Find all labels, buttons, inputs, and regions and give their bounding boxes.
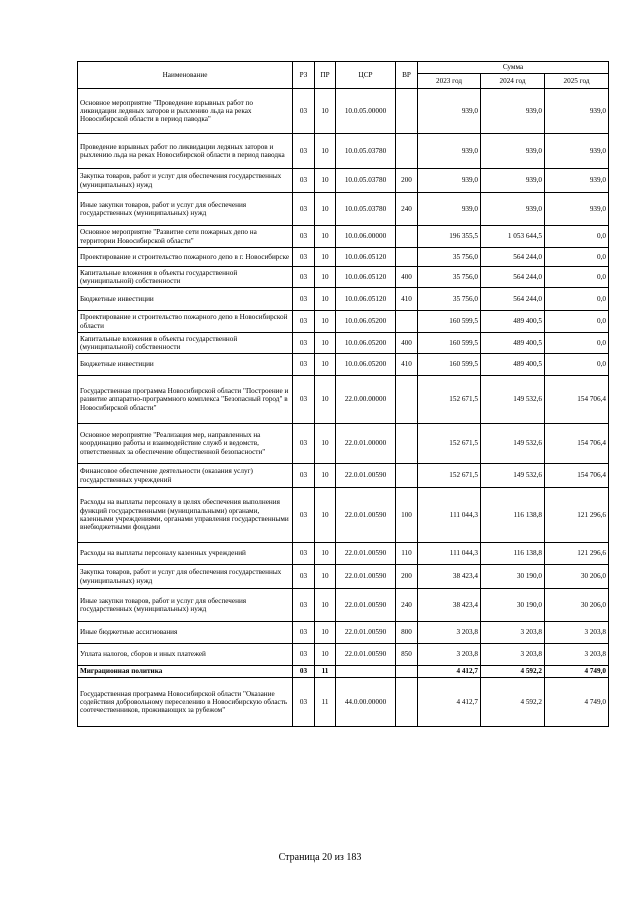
- row-2023: 38 423,4: [418, 565, 481, 589]
- row-2024: 3 203,8: [481, 644, 545, 666]
- table-row: [78, 464, 609, 488]
- row-pr: 10: [315, 193, 336, 226]
- row-vr: 410: [396, 354, 418, 376]
- row-csr: [336, 666, 396, 678]
- row-vr: 240: [396, 589, 418, 622]
- table-row: [78, 288, 609, 311]
- row-rz: 03: [293, 678, 315, 727]
- row-2025: 3 203,8: [545, 644, 609, 666]
- row-2023: 35 756,0: [418, 248, 481, 267]
- table-row: [78, 134, 609, 169]
- row-csr: 22.0.01.00590: [336, 644, 396, 666]
- row-2025: 0,0: [545, 311, 609, 333]
- row-name: Закупка товаров, работ и услуг для обеспечения государственных (муниципальных) нужд: [78, 169, 293, 193]
- row-vr: [396, 376, 418, 424]
- row-csr: 22.0.01.00590: [336, 589, 396, 622]
- row-pr: 10: [315, 644, 336, 666]
- row-rz: 03: [293, 424, 315, 464]
- row-vr: 850: [396, 644, 418, 666]
- row-rz: 03: [293, 267, 315, 288]
- row-rz: 03: [293, 488, 315, 543]
- row-2024: 116 138,8: [481, 488, 545, 543]
- row-2024: 4 592,2: [481, 666, 545, 678]
- table-row: [78, 543, 609, 565]
- row-2024: 564 244,0: [481, 288, 545, 311]
- header-csr: ЦСР: [336, 62, 396, 89]
- row-vr: [396, 311, 418, 333]
- page-number: Страница 20 из 183: [278, 852, 362, 863]
- row-2025: 30 206,0: [545, 565, 609, 589]
- row-2025: 121 296,6: [545, 488, 609, 543]
- row-2023: 4 412,7: [418, 666, 481, 678]
- row-name: Бюджетные инвестиции: [78, 288, 293, 311]
- row-name: Иные закупки товаров, работ и услуг для обеспечения государственных (муниципальных) нужд: [78, 193, 293, 226]
- row-name: Иные бюджетные ассигнования: [78, 622, 293, 644]
- row-rz: 03: [293, 89, 315, 134]
- row-2025: 939,0: [545, 134, 609, 169]
- row-2023: 152 671,5: [418, 376, 481, 424]
- row-pr: 10: [315, 424, 336, 464]
- row-2024: 489 400,5: [481, 311, 545, 333]
- row-2023: 152 671,5: [418, 464, 481, 488]
- row-pr: 10: [315, 267, 336, 288]
- header-name: Наименование: [78, 62, 293, 89]
- row-2025: 30 206,0: [545, 589, 609, 622]
- table-row: [78, 226, 609, 248]
- row-rz: 03: [293, 622, 315, 644]
- row-rz: 03: [293, 288, 315, 311]
- row-pr: 10: [315, 622, 336, 644]
- row-pr: 10: [315, 565, 336, 589]
- row-2024: 149 532,6: [481, 464, 545, 488]
- row-2023: 38 423,4: [418, 589, 481, 622]
- row-pr: 11: [315, 666, 336, 678]
- row-rz: 03: [293, 311, 315, 333]
- row-pr: 10: [315, 543, 336, 565]
- row-2024: 3 203,8: [481, 622, 545, 644]
- row-name: Проведение взрывных работ по ликвидации ледяных заторов и рыхлению льда на реках Новосибирской области в период паводка: [78, 134, 293, 169]
- row-csr: 10.0.06.05120: [336, 248, 396, 267]
- row-pr: 10: [315, 226, 336, 248]
- row-rz: 03: [293, 226, 315, 248]
- row-vr: [396, 134, 418, 169]
- row-vr: 240: [396, 193, 418, 226]
- header-year-2024: 2024 год: [481, 74, 545, 89]
- row-name: Проектирование и строительство пожарного депо в Новосибирской области: [78, 311, 293, 333]
- row-name: Финансовое обеспечение деятельности (оказания услуг) государственных учреждений: [78, 464, 293, 488]
- row-name: Закупка товаров, работ и услуг для обеспечения государственных (муниципальных) нужд: [78, 565, 293, 589]
- row-2024: 939,0: [481, 134, 545, 169]
- row-vr: [396, 89, 418, 134]
- row-pr: 10: [315, 169, 336, 193]
- row-2023: 160 599,5: [418, 333, 481, 354]
- row-2023: 35 756,0: [418, 288, 481, 311]
- row-csr: 44.0.00.00000: [336, 678, 396, 727]
- header-vr: ВР: [396, 62, 418, 89]
- table-row: [78, 424, 609, 464]
- row-2023: 4 412,7: [418, 678, 481, 727]
- row-vr: [396, 424, 418, 464]
- budget-table: [77, 61, 609, 727]
- row-vr: 400: [396, 267, 418, 288]
- row-2024: 1 053 644,5: [481, 226, 545, 248]
- row-2025: 0,0: [545, 288, 609, 311]
- row-rz: 03: [293, 666, 315, 678]
- row-pr: 10: [315, 333, 336, 354]
- table-row: [78, 622, 609, 644]
- row-2025: 0,0: [545, 267, 609, 288]
- row-2023: 111 044,3: [418, 543, 481, 565]
- row-2025: 939,0: [545, 89, 609, 134]
- table-row: [78, 488, 609, 543]
- table-row: [78, 193, 609, 226]
- row-pr: 10: [315, 376, 336, 424]
- row-2023: 939,0: [418, 193, 481, 226]
- row-2024: 489 400,5: [481, 354, 545, 376]
- row-name: Основное мероприятие "Проведение взрывных работ по ликвидации ледяных заторов и рыхлению льда на реках Новосибирской области в период паводка": [78, 89, 293, 134]
- row-vr: [396, 464, 418, 488]
- table-row: [78, 267, 609, 288]
- row-2024: 939,0: [481, 89, 545, 134]
- row-2024: 30 190,0: [481, 589, 545, 622]
- row-vr: 400: [396, 333, 418, 354]
- row-name: Расходы на выплаты персоналу в целях обеспечения выполнения функций государственными (муниципальными) органами, казенными учреждениями, органами управления государственными внебюджетными фондами: [78, 488, 293, 543]
- row-2025: 4 749,0: [545, 666, 609, 678]
- row-csr: 10.0.05.03780: [336, 134, 396, 169]
- table-row: [78, 89, 609, 134]
- header-pr: ПР: [315, 62, 336, 89]
- row-vr: 200: [396, 565, 418, 589]
- row-2023: 160 599,5: [418, 354, 481, 376]
- row-pr: 10: [315, 488, 336, 543]
- row-rz: 03: [293, 169, 315, 193]
- table-row: [78, 169, 609, 193]
- row-2023: 939,0: [418, 169, 481, 193]
- table-row: [78, 565, 609, 589]
- header-year-2023: 2023 год: [418, 74, 481, 89]
- row-pr: 10: [315, 464, 336, 488]
- row-vr: [396, 248, 418, 267]
- row-csr: 10.0.06.05200: [336, 333, 396, 354]
- row-name: Капитальные вложения в объекты государственной (муниципальной) собственности: [78, 267, 293, 288]
- row-pr: 11: [315, 678, 336, 727]
- row-2023: 939,0: [418, 89, 481, 134]
- row-name: Государственная программа Новосибирской области "Построение и развитие аппаратно-программного комплекса "Безопасный город" в Новосибирской области": [78, 376, 293, 424]
- row-csr: 10.0.06.05120: [336, 267, 396, 288]
- table-body: [78, 89, 609, 727]
- row-rz: 03: [293, 354, 315, 376]
- row-2023: 35 756,0: [418, 267, 481, 288]
- row-rz: 03: [293, 589, 315, 622]
- row-pr: 10: [315, 354, 336, 376]
- row-2023: 160 599,5: [418, 311, 481, 333]
- row-2024: 149 532,6: [481, 376, 545, 424]
- row-2024: 564 244,0: [481, 267, 545, 288]
- row-pr: 10: [315, 589, 336, 622]
- table-row: [78, 376, 609, 424]
- row-vr: 200: [396, 169, 418, 193]
- row-name: Основное мероприятие "Реализация мер, направленных на координацию работы и взаимодействие служб и ведомств, ответственных за обеспечение общественной безопасности": [78, 424, 293, 464]
- row-csr: 22.0.00.00000: [336, 376, 396, 424]
- row-2024: 4 592,2: [481, 678, 545, 727]
- row-2025: 3 203,8: [545, 622, 609, 644]
- row-2023: 3 203,8: [418, 644, 481, 666]
- table-row: [78, 589, 609, 622]
- header-sum: Сумма: [418, 62, 609, 74]
- row-rz: 03: [293, 248, 315, 267]
- row-name: Иные закупки товаров, работ и услуг для обеспечения государственных (муниципальных) нужд: [78, 589, 293, 622]
- table-row: [78, 248, 609, 267]
- row-2024: 489 400,5: [481, 333, 545, 354]
- table-row: [78, 644, 609, 666]
- row-2025: 154 706,4: [545, 464, 609, 488]
- row-name: Уплата налогов, сборов и иных платежей: [78, 644, 293, 666]
- row-2025: 0,0: [545, 226, 609, 248]
- row-csr: 10.0.06.05200: [336, 354, 396, 376]
- row-2024: 116 138,8: [481, 543, 545, 565]
- row-2024: 30 190,0: [481, 565, 545, 589]
- row-csr: 22.0.01.00590: [336, 543, 396, 565]
- row-pr: 10: [315, 89, 336, 134]
- row-vr: 800: [396, 622, 418, 644]
- row-2025: 0,0: [545, 333, 609, 354]
- row-name: Расходы на выплаты персоналу казенных учреждений: [78, 543, 293, 565]
- row-vr: 410: [396, 288, 418, 311]
- row-rz: 03: [293, 376, 315, 424]
- row-csr: 10.0.05.03780: [336, 169, 396, 193]
- row-rz: 03: [293, 134, 315, 169]
- row-name: Капитальные вложения в объекты государственной (муниципальной) собственности: [78, 333, 293, 354]
- row-csr: 10.0.05.03780: [336, 193, 396, 226]
- row-csr: 22.0.01.00000: [336, 424, 396, 464]
- header-year-2025: 2025 год: [545, 74, 609, 89]
- row-rz: 03: [293, 333, 315, 354]
- row-rz: 03: [293, 644, 315, 666]
- row-2023: 111 044,3: [418, 488, 481, 543]
- row-2023: 196 355,5: [418, 226, 481, 248]
- row-csr: 10.0.06.05200: [336, 311, 396, 333]
- row-csr: 10.0.06.00000: [336, 226, 396, 248]
- table-row: [78, 678, 609, 727]
- row-2025: 0,0: [545, 248, 609, 267]
- row-2025: 154 706,4: [545, 424, 609, 464]
- row-rz: 03: [293, 543, 315, 565]
- row-pr: 10: [315, 248, 336, 267]
- header-rz: РЗ: [293, 62, 315, 89]
- row-2025: 939,0: [545, 193, 609, 226]
- row-name: Проектирование и строительство пожарного депо в г. Новосибирске: [78, 248, 293, 267]
- row-csr: 10.0.06.05120: [336, 288, 396, 311]
- row-2025: 0,0: [545, 354, 609, 376]
- row-2025: 4 749,0: [545, 678, 609, 727]
- row-csr: 22.0.01.00590: [336, 622, 396, 644]
- row-2025: 939,0: [545, 169, 609, 193]
- row-pr: 10: [315, 134, 336, 169]
- row-csr: 10.0.05.00000: [336, 89, 396, 134]
- row-name: Государственная программа Новосибирской области "Оказание содействия добровольному переселению в Новосибирскую область соотечественников, проживающих за рубежом": [78, 678, 293, 727]
- row-2024: 939,0: [481, 169, 545, 193]
- row-name: Миграционная политика: [78, 666, 293, 678]
- row-csr: 22.0.01.00590: [336, 464, 396, 488]
- row-2024: 939,0: [481, 193, 545, 226]
- row-vr: 100: [396, 488, 418, 543]
- row-2024: 149 532,6: [481, 424, 545, 464]
- row-2025: 154 706,4: [545, 376, 609, 424]
- row-2025: 121 296,6: [545, 543, 609, 565]
- row-vr: 110: [396, 543, 418, 565]
- table-row: [78, 311, 609, 333]
- row-name: Основное мероприятие "Развитие сети пожарных депо на территории Новосибирской области": [78, 226, 293, 248]
- row-2023: 152 671,5: [418, 424, 481, 464]
- row-2023: 3 203,8: [418, 622, 481, 644]
- row-rz: 03: [293, 565, 315, 589]
- row-vr: [396, 226, 418, 248]
- row-2023: 939,0: [418, 134, 481, 169]
- row-rz: 03: [293, 193, 315, 226]
- table-row: [78, 354, 609, 376]
- row-name: Бюджетные инвестиции: [78, 354, 293, 376]
- row-rz: 03: [293, 464, 315, 488]
- row-2024: 564 244,0: [481, 248, 545, 267]
- row-csr: 22.0.01.00590: [336, 565, 396, 589]
- row-pr: 10: [315, 288, 336, 311]
- row-vr: [396, 666, 418, 678]
- table-row: [78, 666, 609, 678]
- row-csr: 22.0.01.00590: [336, 488, 396, 543]
- row-vr: [396, 678, 418, 727]
- row-pr: 10: [315, 311, 336, 333]
- table-row: [78, 333, 609, 354]
